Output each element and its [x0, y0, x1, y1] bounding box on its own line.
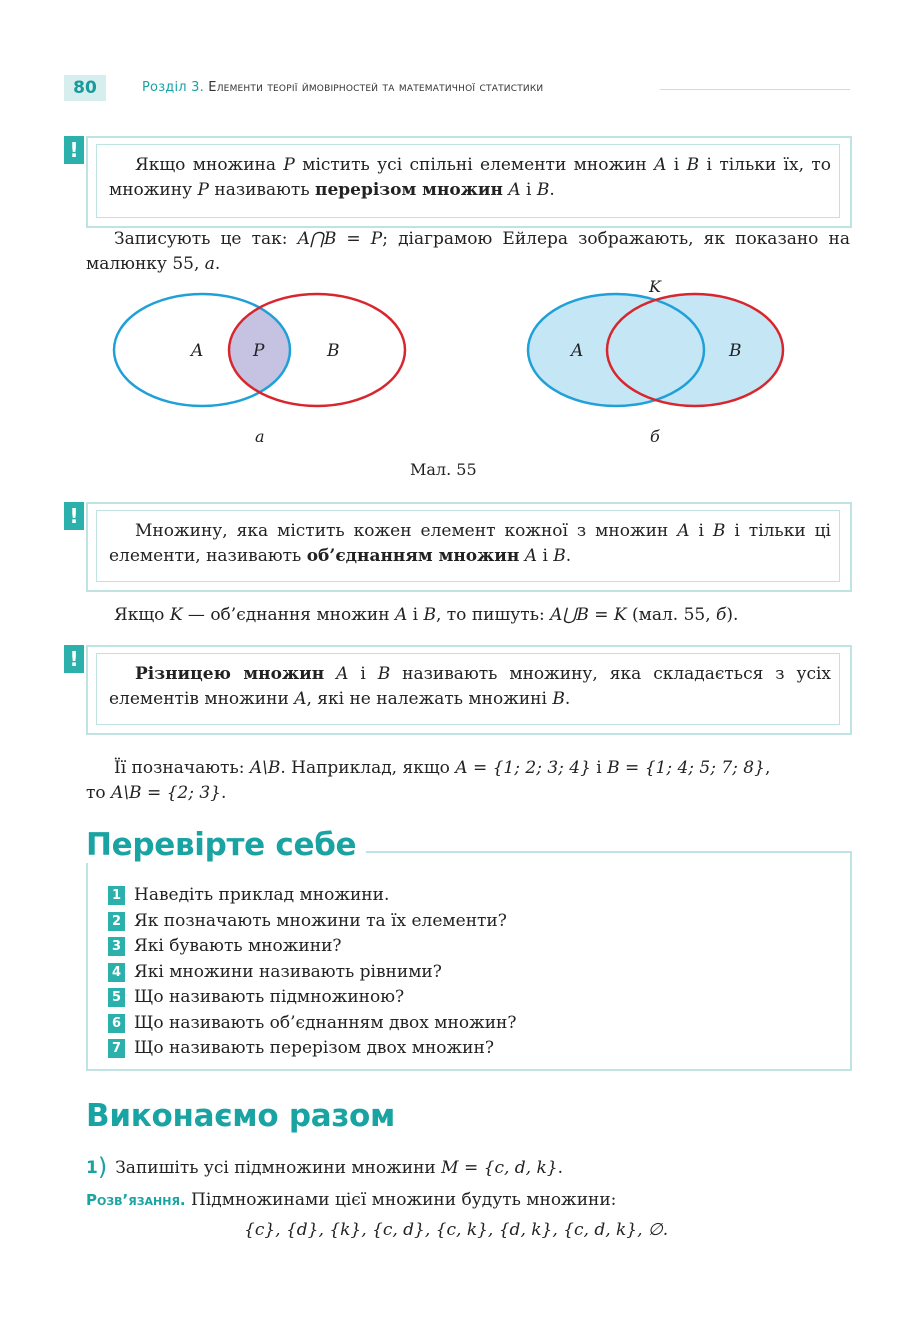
solution-label: Розв’язання. [86, 1191, 186, 1209]
text-span: Записують це так: [114, 229, 298, 249]
text-span: — об’єднання множин [182, 605, 395, 625]
question-item [108, 1011, 838, 1037]
definition-union-box [86, 502, 852, 592]
definition-intersection-text [109, 153, 831, 203]
label-a: A [191, 341, 204, 361]
formula: A⋃B = K [550, 605, 627, 625]
question-item [108, 909, 838, 935]
question-number-badge: 7 [108, 1039, 125, 1058]
var-b: B [686, 155, 700, 175]
header-rule [660, 89, 850, 90]
definition-difference-text [109, 662, 831, 712]
question-list [108, 883, 838, 1062]
var-k: K [169, 605, 183, 625]
exclamation-icon: ! [64, 502, 84, 530]
question-item [108, 960, 838, 986]
label-b: B [729, 341, 742, 361]
label-k: K [649, 277, 661, 296]
question-text: Як позначають множини та їх елементи? [134, 910, 507, 931]
text-span: . [565, 546, 572, 566]
text-span: . Наприклад, якщо [280, 758, 456, 778]
text-span: (мал. 55, [626, 605, 717, 625]
paragraph-difference-result [86, 781, 850, 806]
text-span: і тільки ці елементи, називають [109, 521, 831, 566]
question-item [108, 1036, 838, 1062]
question-item [108, 985, 838, 1011]
text-span: і [520, 180, 537, 200]
var-a: A [294, 689, 307, 709]
formula: A\B = {2; 3} [111, 783, 221, 803]
text-span: . [549, 180, 555, 200]
question-number-badge: 5 [108, 988, 125, 1007]
question-text: Наведіть приклад множини. [134, 885, 390, 905]
term-intersection: перерізом множин [315, 180, 503, 200]
var-b: B [423, 605, 436, 625]
label-a: A [571, 341, 584, 361]
text-span: Множину, яка містить кожен елемент кожної з множин [135, 521, 678, 541]
var-a: A [654, 155, 667, 175]
text-span: і [689, 521, 713, 541]
var-a: A [394, 605, 408, 625]
together-title: Виконаємо разом [86, 1098, 396, 1134]
definition-difference-box [86, 645, 852, 735]
question-number-badge: 4 [108, 963, 125, 982]
task-paren-icon: ) [97, 1153, 108, 1181]
euler-diagrams-figure [100, 275, 820, 485]
var-b: B [553, 546, 566, 566]
diagram-intersection [114, 294, 405, 446]
text-span: і [348, 664, 378, 684]
term-union: об’єднанням множин [306, 546, 520, 566]
paragraph-union [86, 603, 850, 628]
question-text: Що називають перерізом двох множин? [134, 1038, 494, 1058]
term-difference: Різницею множин [135, 664, 325, 684]
text-span: Якщо множина [135, 155, 284, 175]
var-a: A [524, 546, 538, 566]
question-text: Які бувають множини? [134, 936, 342, 956]
subsets-list [244, 1218, 668, 1243]
var-a: A [677, 521, 690, 541]
caption-a: а [255, 427, 265, 446]
text-span: Запишіть усі підмножини множини [115, 1158, 442, 1178]
text-span: Підмножинами цієї множини будуть множини: [185, 1190, 617, 1210]
text-span: , [764, 758, 771, 778]
chapter-title: Елементи теорії ймовірностей та математичної статистики [208, 80, 544, 95]
definition-intersection-box [86, 136, 852, 228]
figure-caption: Мал. 55 [410, 460, 477, 479]
text-span: . [557, 1158, 563, 1178]
solution-line [86, 1188, 850, 1213]
var-a: A [508, 180, 521, 200]
text-span: б [716, 605, 727, 625]
question-item [108, 883, 838, 909]
var-b: B [552, 689, 565, 709]
question-text: Які множини називають рівними? [134, 961, 442, 982]
question-number-badge: 1 [108, 886, 125, 905]
formula: A⋂B = P [297, 229, 383, 249]
text-span: ; діаграмою Ейлера зображають, як показано на малюнку 55, [86, 229, 850, 274]
text-span: і [590, 758, 608, 778]
var-p: P [283, 155, 295, 175]
paragraph-difference [86, 756, 850, 781]
text-span: Якщо [114, 605, 170, 625]
text-span: називають [208, 180, 315, 200]
set-a-example: A = {1; 2; 3; 4} [455, 758, 591, 778]
text-span: . [221, 783, 227, 803]
caption-b: б [650, 427, 660, 446]
question-number-badge: 2 [108, 912, 125, 931]
formula: A\B [249, 758, 281, 778]
formula: {c}, {d}, {k}, {c, d}, {c, k}, {d, k}, {c, d, k}, ∅. [244, 1220, 669, 1240]
paragraph-notation [86, 227, 850, 277]
question-text: Що називають підмножиною? [134, 987, 405, 1007]
text-span: а [204, 254, 215, 274]
set-b-example: B = {1; 4; 5; 7; 8} [607, 758, 765, 778]
text-span: , які не належать множині [306, 689, 553, 709]
running-header [142, 80, 543, 95]
text-span: містить усі спільні елементи множин [294, 155, 655, 175]
var-b: B [377, 664, 391, 684]
diagram-union [528, 277, 783, 446]
text-span: . [214, 254, 221, 274]
question-item [108, 934, 838, 960]
exclamation-icon: ! [64, 645, 84, 673]
question-text: Що називають об’єднанням двох множин? [134, 1012, 517, 1033]
page-number: 80 [64, 75, 106, 101]
task-number: 1 [86, 1158, 98, 1178]
check-yourself-title: Перевірте себе [86, 827, 366, 863]
section-label: Розділ 3. [142, 80, 204, 95]
task-1 [86, 1155, 850, 1181]
text-span: Її позначають: [114, 758, 250, 778]
text-span: ). [726, 605, 739, 625]
formula: M = {c, d, k} [441, 1158, 558, 1178]
var-p: P [197, 180, 209, 200]
text-span: то [86, 783, 112, 803]
question-number-badge: 6 [108, 1014, 125, 1033]
text-span: і тільки їх, то множину [109, 155, 831, 200]
text-span: і [537, 546, 554, 566]
var-b: B [536, 180, 550, 200]
question-number-badge: 3 [108, 937, 125, 956]
exclamation-icon: ! [64, 136, 84, 164]
var-a: A [336, 664, 349, 684]
text-span: і [407, 605, 424, 625]
label-p: P [253, 341, 265, 361]
text-span: називають множину, яка складається з усіх елементів множини [109, 664, 832, 709]
label-b: B [327, 341, 340, 361]
text-span: і [666, 155, 687, 175]
var-b: B [712, 521, 726, 541]
text-span: . [564, 689, 571, 709]
definition-union-text [109, 519, 831, 569]
text-span: , то пишуть: [435, 605, 551, 625]
